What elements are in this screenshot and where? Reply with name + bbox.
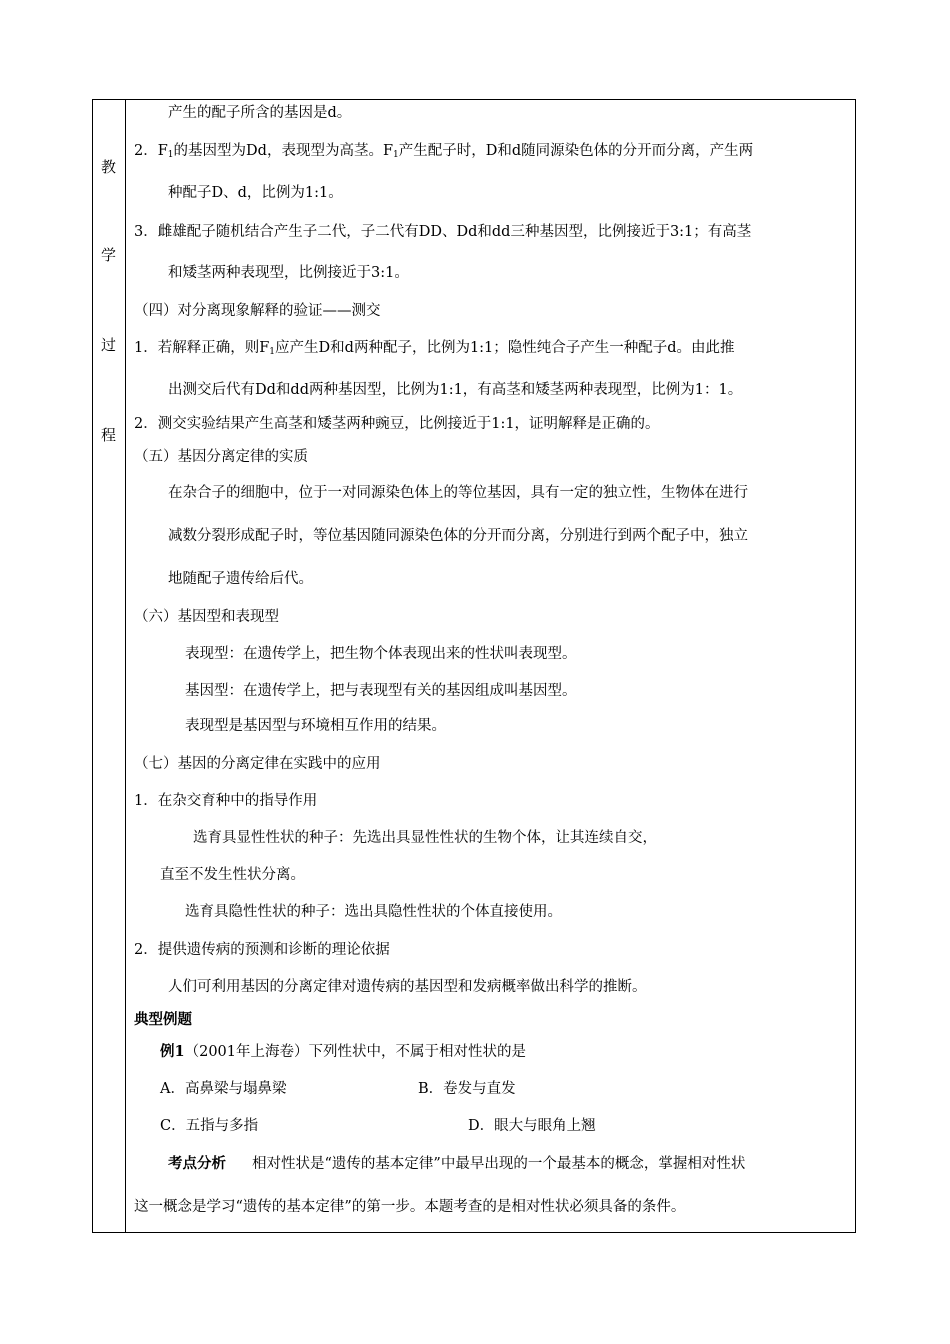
text-line: 减数分裂形成配子时，等位基因随同源染色体的分开而分离，分别进行到两个配子中，独立 — [168, 528, 748, 544]
text-line: 1．在杂交育种中的指导作用 — [134, 793, 318, 809]
column-divider — [125, 99, 126, 1233]
text-line: 1．若解释正确，则$F_1$应产生D和d两种配子，比例为1:1；隐性纯合子产生一种配子d。由此推 — [134, 340, 735, 357]
option-b: B．卷发与直发 — [418, 1081, 516, 1097]
side-label-char: 程 — [100, 426, 116, 444]
text-line: 2．测交实验结果产生高茎和矮茎两种豌豆，比例接近于1:1，证明解释是正确的。 — [134, 416, 660, 432]
section-heading: （六）基因型和表现型 — [134, 609, 279, 625]
text-line: 产生的配子所含的基因是d。 — [168, 105, 352, 121]
section-heading: （七）基因的分离定律在实践中的应用 — [134, 756, 381, 772]
section-heading: （五）基因分离定律的实质 — [134, 449, 308, 465]
text-line: 2．提供遗传病的预测和诊断的理论依据 — [134, 942, 390, 958]
text-line: 出测交后代有Dd和dd两种基因型，比例为1:1，有高茎和矮茎两种表现型，比例为1：1。 — [168, 382, 743, 398]
text-line: 2．$F_1$的基因型为Dd，表现型为高茎。$F_1$产生配子时，D和d随同源染色体的分开而分离，产生两 — [134, 143, 754, 160]
section-heading: （四）对分离现象解释的验证——测交 — [134, 303, 381, 319]
analysis-line: 考点分析 相对性状是“遗传的基本定律”中最早出现的一个最基本的概念，掌握相对性状 — [168, 1155, 746, 1172]
text-line: 在杂合子的细胞中，位于一对同源染色体上的等位基因，具有一定的独立性，生物体在进行 — [168, 485, 748, 501]
text-line: 选育具显性性状的种子：先选出具显性性状的生物个体，让其连续自交， — [193, 830, 657, 846]
text-line: 表现型是基因型与环境相互作用的结果。 — [185, 718, 446, 734]
side-label-char: 过 — [100, 336, 116, 354]
option-c: C．五指与多指 — [160, 1118, 259, 1134]
text-line: 表现型：在遗传学上，把生物个体表现出来的性状叫表现型。 — [185, 646, 577, 662]
option-a: A．高鼻梁与塌鼻梁 — [160, 1081, 287, 1097]
text-line: 选育具隐性性状的种子：选出具隐性性状的个体直接使用。 — [185, 904, 562, 920]
text-line: 地随配子遗传给后代。 — [168, 571, 313, 587]
option-d: D．眼大与眼角上翘 — [468, 1118, 596, 1134]
text-line: 这一概念是学习“遗传的基本定律”的第一步。本题考查的是相对性状必须具备的条件。 — [134, 1199, 686, 1215]
text-line: 3．雌雄配子随机结合产生子二代，子二代有DD、Dd和dd三种基因型，比例接近于3:1；有高茎 — [134, 224, 752, 240]
text-line: 直至不发生性状分离。 — [160, 867, 305, 883]
text-line: 和矮茎两种表现型，比例接近于3:1。 — [168, 265, 409, 281]
example-question: 例1（2001年上海卷）下列性状中，不属于相对性状的是 — [160, 1043, 526, 1060]
text-line: 人们可利用基因的分离定律对遗传病的基因型和发病概率做出科学的推断。 — [168, 979, 647, 995]
side-label-char: 学 — [100, 246, 116, 264]
examples-heading: 典型例题 — [134, 1011, 192, 1028]
text-line: 基因型：在遗传学上，把与表现型有关的基因组成叫基因型。 — [185, 683, 577, 699]
text-line: 种配子D、d，比例为1:1。 — [168, 185, 343, 201]
side-label-char: 教 — [100, 158, 116, 176]
